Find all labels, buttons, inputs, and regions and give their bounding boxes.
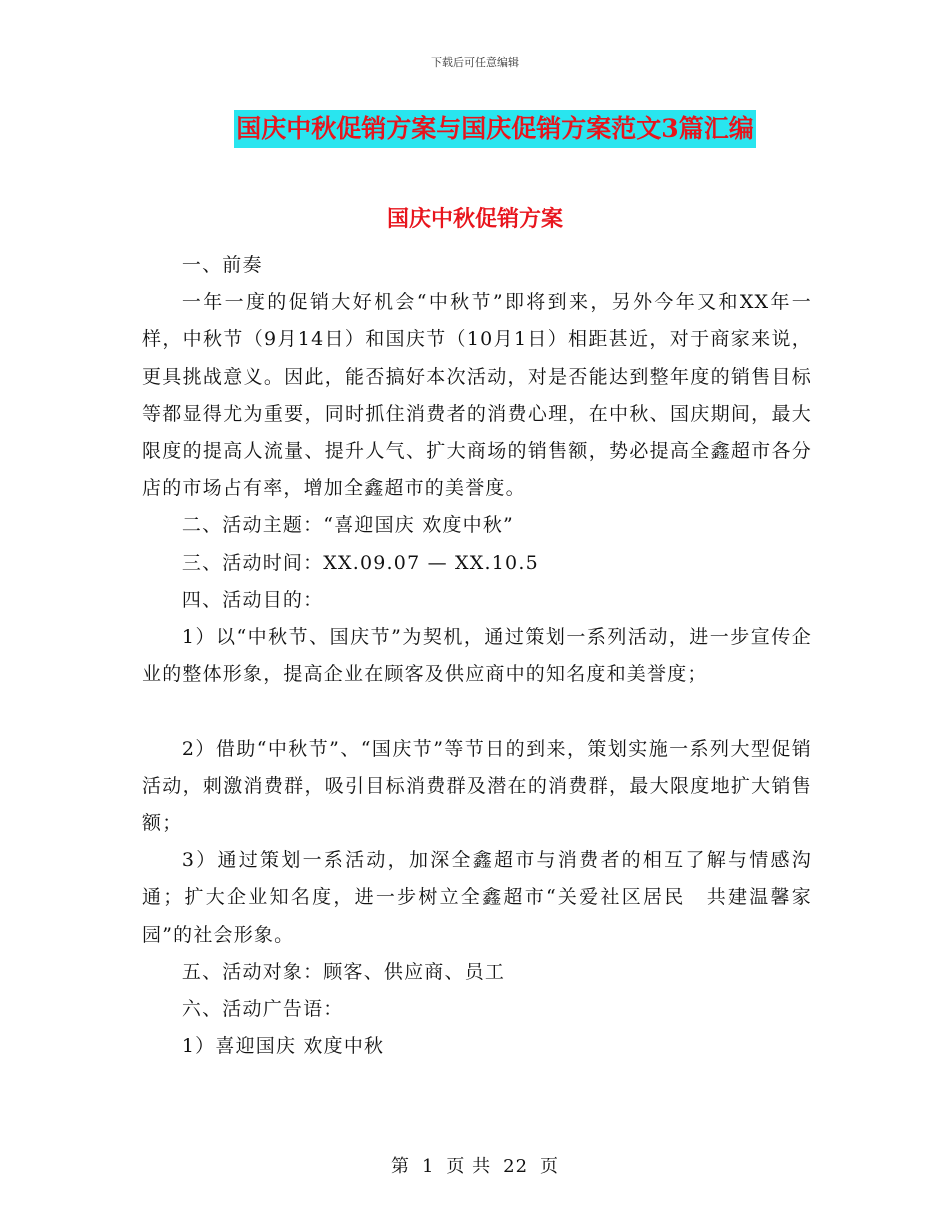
footer-middle: 页 共 (446, 1156, 492, 1177)
paragraph-purpose-2: 2）借助“中秋节”、“国庆节”等节日的到来，策划实施一系列大型促销活动，刺激消费群，吸引目标消费群及潜在的消费群，最大限度地扩大销售额； (142, 737, 812, 835)
paragraph-activity-theme: 二、活动主题：“喜迎国庆 欢度中秋” (181, 514, 514, 537)
footer-page-number: 1 (421, 1156, 435, 1177)
paragraph-blank (142, 693, 812, 730)
paragraph-purpose-1: 1）以“中秋节、国庆节”为契机，通过策划一系列活动，进一步宣传企业的整体形象，提高企业在顾客及供应商中的知名度和美誉度； (142, 626, 812, 686)
paragraph-heading-slogan: 六、活动广告语： (181, 998, 344, 1021)
document-title: 国庆中秋促销方案与国庆促销方案范文3篇汇编 (234, 110, 755, 148)
document-title-container (0, 110, 950, 148)
paragraph-heading-purpose: 四、活动目的： (181, 588, 324, 611)
paragraph-activity-target: 五、活动对象：顾客、供应商、员工 (181, 960, 506, 983)
paragraph-purpose-3: 3）通过策划一系活动，加深全鑫超市与消费者的相互了解与情感沟通；扩大企业知名度，进一步树立全鑫超市“关爱社区居民 共建温馨家园”的社会形象。 (142, 849, 812, 946)
footer-total-pages: 22 (503, 1156, 529, 1177)
paragraph-slogan-1: 1）喜迎国庆 欢度中秋 (181, 1035, 385, 1058)
page-footer (0, 1152, 950, 1178)
footer-suffix: 页 (540, 1156, 560, 1177)
page-header-note: 下载后可任意编辑 (431, 56, 519, 69)
document-body (142, 247, 812, 1065)
paragraph-heading-prelude: 一、前奏 (181, 254, 263, 276)
section-title: 国庆中秋促销方案 (386, 206, 563, 232)
paragraph-prelude-body: 一年一度的促销大好机会“中秋节”即将到来，另外今年又和XX年一样，中秋节（9月14日）和国庆节（10月1日）相距甚近，对于商家来说，更具挑战意义。因此，能否搞好本次活动，对是否能达到整年度的销售目标等都显得尤为重要，同时抓住消费者的消费心理，在中秋、国庆期间，最大限度的提高人流量、提升人气、扩大商场的销售额，势必提高全鑫超市各分店的市场占有率，增加全鑫超市的美誉度。 (142, 291, 812, 500)
footer-prefix: 第 (390, 1156, 410, 1177)
paragraph-activity-time: 三、活动时间：XX.09.07 — XX.10.5 (181, 551, 539, 574)
